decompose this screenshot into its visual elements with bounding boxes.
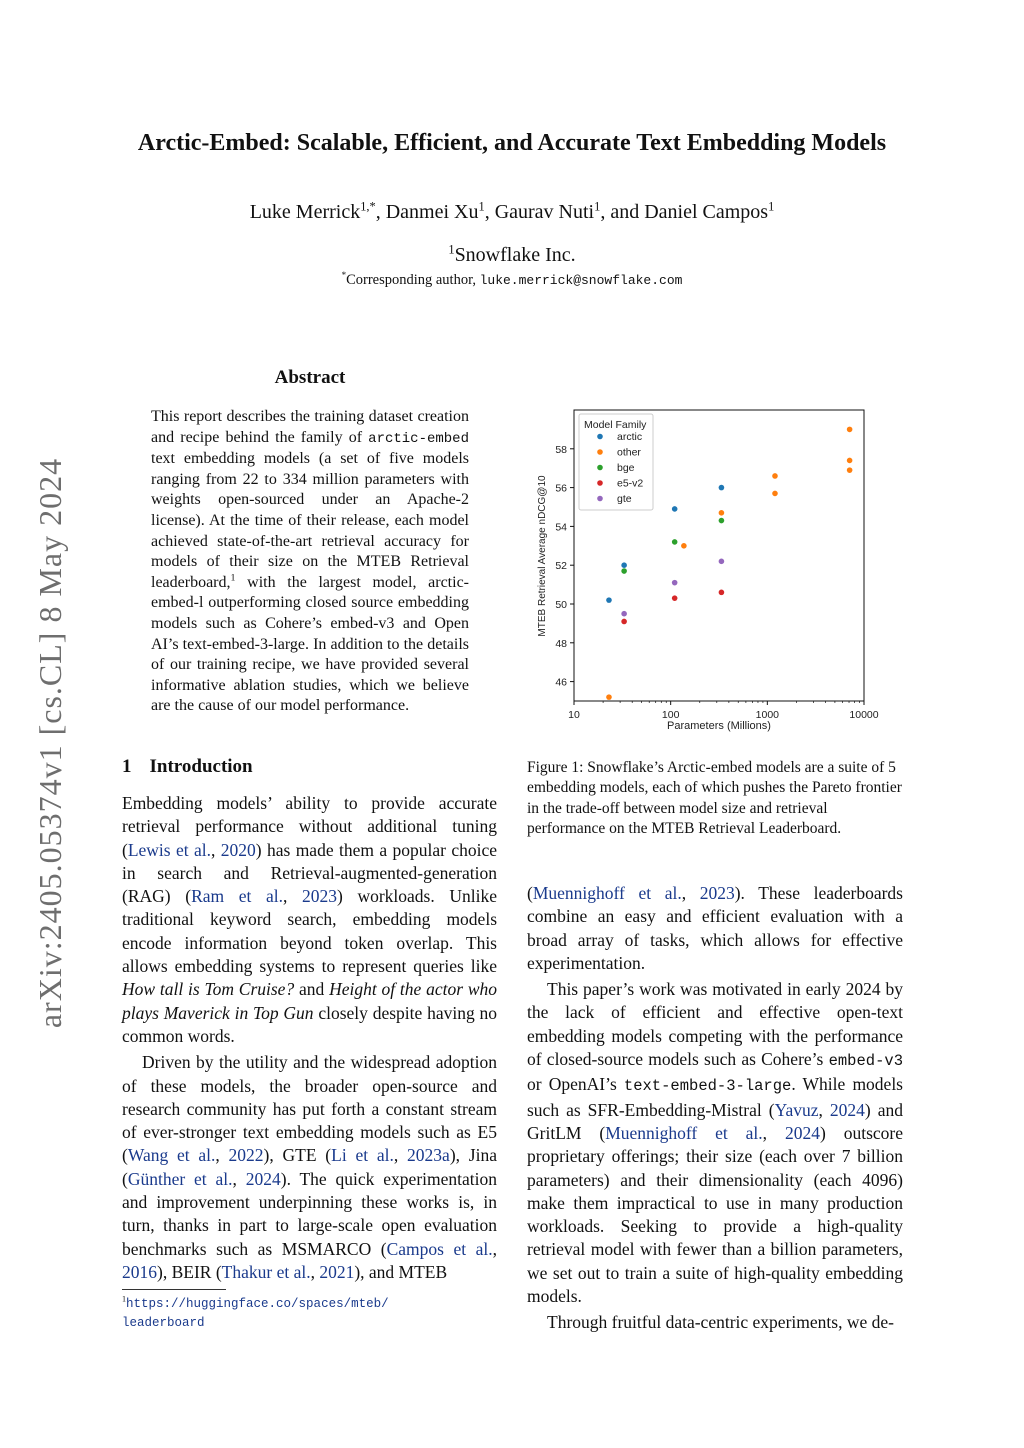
citation-link[interactable]: 2023 [699,883,735,903]
author-affil-mark: 1 [594,199,601,214]
author-list: Luke Merrick$^{1,*}$, Danmei Xu$^1$, Gaurav Nuti$^1$, and Daniel Campos$^1$ [249,199,775,223]
citation-link[interactable]: Yavuz [774,1099,819,1120]
legend-marker-other [597,449,603,455]
legend-marker-e5-v2 [597,480,603,486]
author-name: Daniel Campos [644,201,769,223]
citation-link[interactable]: Ram et al. [191,886,283,907]
footnote-rule [122,1289,226,1290]
citation-link[interactable]: Thakur et al. [221,1261,311,1282]
x-axis [568,701,879,721]
data-point-other [772,491,778,497]
author-name: Luke Merrick [249,201,361,223]
legend [579,414,653,510]
data-point-arctic [606,597,612,603]
y-tick-label: 58 [555,443,567,456]
data-point-bge [719,518,725,524]
citation-link[interactable]: Campos et al. [386,1238,493,1259]
paragraph: Driven by the utility and the widespread adoption of these models, the broader open-source and research community has put forth a constant stream of ever-stronger text embedding models such as E5 (Wang et al., 2022), GTE (Li et al., 2023a), Jina (Günther et al., 2024). The quick experimentation and improvement underpinning these works is, in turn, thanks in part to large-scale open evaluation benchmarks such as MSMARCO (Campos et al., 2016), BEIR (Thakur et al., 2021), and MTEB [122,1052,498,1282]
data-point-other [719,510,725,516]
data-point-other [847,467,853,473]
legend-title: Model Family [584,419,647,431]
x-tick-label: 10 [568,709,580,721]
data-point-arctic [672,506,678,512]
citation-link[interactable]: 2022 [228,1145,264,1166]
x-tick-label: 10000 [849,709,879,721]
legend-label-bge: bge [617,462,635,474]
author-affil-mark: 1 [768,199,775,214]
data-point-arctic [719,485,725,491]
citation-link[interactable]: 2016 [122,1261,157,1282]
data-point-gte [719,559,725,565]
citation-link[interactable]: Günther et al. [127,1168,233,1189]
data-point-gte [621,611,627,617]
figure-caption: Figure 1: Snowflake’s Arctic-embed models are a suite of 5 embedding models, each of which pushes the Pareto frontier in the trade-off between model size and retrieval performance on the MTEB Retrieval Leaderboard. [527,759,902,838]
y-axis-label: MTEB Retrieval Average nDCG@10 [537,475,548,637]
legend-marker-arctic [597,434,603,440]
paragraph: (Muennighoff et al., 2023). These leaderboards combine an easy and efficient evaluation with a broad array of tasks, which allows for effective experimentation. [527,883,903,973]
data-point-bge [621,568,627,574]
y-tick-label: 52 [555,560,567,573]
data-point-other [772,473,778,479]
data-point-other [606,694,612,700]
affiliation: $^1$Snowflake Inc. [448,242,576,266]
x-tick-label: 100 [661,709,680,721]
data-point-bge [672,539,678,545]
y-axis [555,444,574,689]
citation-link[interactable]: Li et al. [331,1145,394,1166]
y-tick-label: 46 [555,676,567,689]
data-point-other [847,427,853,433]
legend-marker-gte [597,496,603,502]
paragraph: This paper’s work was motivated in early 2024 by the lack of efficient and effective open-text embedding models competing with the performance of closed-source models such as Cohere’s embed-v3 or OpenAI’s text-embed-3-large. While models such as SFR-Embedding-Mistral (Yavuz, 2024) and GritLM (Muennighoff et al., 2024) outscore proprietary offerings; their size (each over 7 billion parameters) and their dimensionality (each 4096) make them impractical to use in many production workloads. Seeking to provide a high-quality retrieval model with fewer than a billion parameters, we set out to train a suite of high-quality embedding models. [527,979,903,1307]
data-point-e5-v2 [719,590,725,596]
y-tick-label: 56 [555,482,567,495]
author-affil-mark: 1,* [360,199,376,214]
citation-link[interactable]: 2024 [784,1122,820,1143]
legend-label-other: other [617,446,641,459]
paragraph: Embedding models’ ability to provide accurate retrieval performance without additional tuning (Lewis et al., 2020) has made them a popular choice in search and Retrieval-augmented-generation (RAG) (Ram et al., 2023) workloads. Unlike traditional keyword search, embedding models encode information beyond token overlap. This allows embedding systems to represent queries like How tall is Tom Cruise? and Height of the actor who plays Maverick in Top Gun closely despite having no common words. [122,793,497,1046]
data-point-e5-v2 [672,595,678,601]
citation-link[interactable]: 2021 [319,1261,355,1282]
citation-link[interactable]: 2023 [302,886,337,907]
abstract-heading: Abstract [274,367,346,388]
citation-link[interactable]: 2023a [407,1145,450,1166]
legend-marker-bge [597,465,603,471]
footnote-mark[interactable]: 1 [230,572,236,584]
citation-link[interactable]: 2024 [829,1099,865,1120]
citation-link[interactable]: 2024 [245,1168,281,1189]
abstract-body: This report describes the training dataset creation and recipe behind the family of arctic-embed text embedding models (a set of five models ranging from 22 to 334 million parameters with weights open-sourced under an Apache-2 license). At the time of their release, each model achieved state-of-the-art retrieval accuracy for models of their size on the MTEB Retrieval leaderboard,$^1$ with the largest model, arctic-embed-l outperforming closed source embedding models such as Cohere’s embed-v3 and Open AI’s text-embed-3-large. In addition to the details of our training recipe, we have provided several informative ablation studies, which we believe are the cause of our model performance. [151,408,469,715]
x-axis-label: Parameters (Millions) [667,720,771,732]
author-name: Danmei Xu [385,201,479,223]
data-point-gte [672,580,678,586]
right-column-text [527,882,903,1335]
legend-label-arctic: arctic [617,431,643,443]
legend-label-gte: gte [617,493,632,505]
citation-link[interactable]: Wang et al. [127,1145,216,1166]
data-point-other [847,458,853,464]
arxiv-identifier: arXiv:2405.05374v1 [cs.CL] 8 May 2024 [32,457,68,1029]
author-affil-mark: 1 [478,199,485,214]
corresponding-author: *Corresponding author, luke.merrick@snowflake.com [341,270,683,288]
data-point-other [681,543,687,549]
figure-1-chart [530,398,890,738]
citation-link[interactable]: Muennighoff et al. [532,883,682,903]
paper-title: Arctic-Embed: Scalable, Efficient, and Accurate Text Embedding Models [137,130,887,156]
y-tick-label: 54 [555,521,567,534]
section-heading: 1 Introduction [122,756,253,777]
citation-link[interactable]: 2020 [220,839,256,860]
x-tick-label: 1000 [755,709,780,721]
email-link[interactable]: luke.merrick@snowflake.com [479,273,683,288]
y-tick-label: 50 [555,599,567,611]
legend-label-e5-v2: e5-v2 [617,477,644,490]
left-column-text [122,792,497,1284]
y-tick-label: 48 [555,637,567,650]
scatter-plot [530,398,890,738]
paragraph: Through fruitful data-centric experiments, we de- [547,1312,894,1333]
footnote-url-link[interactable]: https://huggingface.co/spaces/mteb/ leaderboard [122,1297,389,1330]
data-point-arctic [621,562,627,568]
citation-link[interactable]: Muennighoff et al. [605,1122,763,1143]
footnote: $^1$https://huggingface.co/spaces/mteb/ leaderboard [122,1294,389,1330]
citation-link[interactable]: Lewis et al. [127,839,211,860]
author-name: Gaurav Nuti [494,201,595,223]
data-point-e5-v2 [621,619,627,625]
